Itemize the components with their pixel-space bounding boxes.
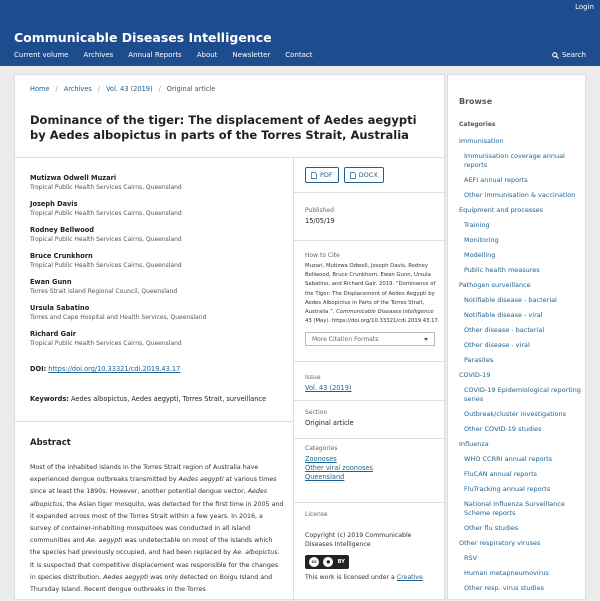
- cc-license-badge[interactable]: [305, 555, 349, 569]
- sidebar-title: Browse: [459, 97, 493, 106]
- author: [30, 251, 285, 270]
- divider: [294, 502, 446, 503]
- category-list: [459, 137, 583, 599]
- sidebar-item[interactable]: FluCAN annual reports: [464, 470, 538, 478]
- docx-label: DOCX: [358, 171, 378, 179]
- sidebar-item[interactable]: National Influenza Surveillance Scheme reports: [464, 500, 565, 517]
- search-label: Search: [561, 51, 586, 59]
- sidebar-item[interactable]: Other immunisation & vaccination: [464, 191, 576, 199]
- breadcrumb-volume[interactable]: Vol. 43 (2019): [106, 85, 153, 93]
- sidebar-item[interactable]: Public health measures: [464, 266, 540, 274]
- cc-by-label: BY: [337, 559, 345, 565]
- nav-newsletter[interactable]: Newsletter: [232, 51, 271, 59]
- sidebar-item[interactable]: Equipment and processes: [459, 206, 544, 214]
- abstract-species-name: Ae. aegypti: [86, 537, 123, 545]
- nav-about[interactable]: About: [196, 51, 218, 59]
- sidebar-item[interactable]: Immunisation: [459, 137, 504, 145]
- site-title[interactable]: Communicable Diseases Intelligence: [14, 30, 272, 45]
- sidebar-item[interactable]: Training: [464, 221, 490, 229]
- citation-text: [305, 262, 440, 326]
- section-label: Section: [305, 409, 328, 416]
- sidebar-item[interactable]: WHO CCRRI annual reports: [464, 455, 553, 463]
- citation-journal: Communicable Diseases Intelligence: [336, 309, 434, 316]
- keywords-line: [30, 395, 266, 403]
- author: [30, 199, 285, 218]
- sidebar: [447, 74, 586, 600]
- sidebar-item[interactable]: Other COVID-19 studies: [464, 425, 542, 433]
- divider: [15, 157, 446, 158]
- abstract-heading: Abstract: [30, 438, 71, 448]
- breadcrumb-current: Original article: [166, 85, 216, 93]
- doi-link[interactable]: https://doi.org/10.33321/cdi.2019.43.17: [48, 365, 181, 373]
- sidebar-item[interactable]: Notifiable disease - viral: [464, 311, 543, 319]
- author-affiliation: Tropical Public Health Services Cairns, Queensland: [30, 236, 182, 243]
- how-to-cite-label: How to Cite: [305, 252, 340, 259]
- keywords-label: Keywords:: [30, 395, 69, 403]
- keywords-value: Aedes albopictus, Aedes aegypti, Torres Strait, surveillance: [71, 395, 267, 403]
- file-icon: [350, 172, 356, 179]
- creative-commons-link[interactable]: Creative: [396, 574, 423, 581]
- abstract-species-name: Aedes albopictus: [30, 488, 268, 508]
- abstract-segment: at various times since at least the 1890s. However, another potential dengue vector,: [30, 476, 277, 496]
- sidebar-item[interactable]: Other respiratory viruses: [459, 539, 541, 547]
- breadcrumb-archives[interactable]: Archives: [63, 85, 92, 93]
- author-name: Ewan Gunn: [30, 278, 72, 286]
- search-button[interactable]: [552, 51, 586, 59]
- article-panel: [14, 74, 445, 600]
- published-label: Published: [305, 207, 334, 214]
- abstract-text: [30, 462, 284, 596]
- breadcrumb: [30, 85, 215, 93]
- author-name: Joseph Davis: [30, 200, 78, 208]
- breadcrumb-separator: /: [158, 85, 161, 93]
- category-link[interactable]: Queensland: [305, 473, 345, 481]
- citation-main: Muzari, Mutizwa Odwell, Joseph Davis, Rodney Bellwood, Bruce Crunkhorn, Ewan Gunn, Ursula Sabatino, and Richard Gair. 2019. “Dominance of the Tiger: The Displacement of Aedes Aegypti by Aedes Albopictus in Parts of the Torres Strait, Australia ”.: [305, 263, 436, 316]
- sidebar-item[interactable]: Other resp. virus studies: [464, 584, 544, 592]
- citation-tail: 43 (May). https://doi.org/10.33321/cdi.2019.43.17.: [305, 318, 440, 325]
- author-name: Mutizwa Odwell Muzari: [30, 174, 117, 182]
- divider: [294, 400, 446, 401]
- author-affiliation: Torres and Cape Hospital and Health Services, Queensland: [30, 314, 207, 321]
- abstract-segment: , the Asian tiger mosquito, was detected for the first time in 2005 and it expanded across most of the Torres Strait within a few years. In 2016, a survey of container-inhabiting mosquitoes was conducted in all island communities and: [30, 500, 284, 545]
- author: [30, 277, 285, 296]
- license-block: [305, 511, 440, 582]
- copyright-text: Copyright (c) 2019 Communicable Diseases Intelligence: [305, 532, 412, 548]
- sidebar-item[interactable]: Immunisation coverage annual reports: [464, 152, 565, 169]
- sidebar-item[interactable]: Influenza: [459, 440, 489, 448]
- author-name: Rodney Bellwood: [30, 226, 94, 234]
- sidebar-item[interactable]: Monitoring: [464, 236, 499, 244]
- author-list: [30, 173, 285, 355]
- divider: [293, 157, 294, 601]
- abstract-species-name: Aedes aegypti: [103, 573, 149, 581]
- author: [30, 225, 285, 244]
- author-affiliation: Torres Strait Island Regional Council, Queensland: [30, 288, 178, 295]
- sidebar-item[interactable]: Human metapneumovirus: [464, 569, 549, 577]
- abstract-segment: was undetectable on most of the islands which the species had previously occupied, and had been replaced by: [30, 537, 273, 557]
- sidebar-item[interactable]: Other disease - bacterial: [464, 326, 545, 334]
- author-affiliation: Tropical Public Health Services Cairns, Queensland: [30, 340, 182, 347]
- category-link[interactable]: Zoonoses: [305, 455, 337, 463]
- categories-label: Categories: [305, 445, 338, 452]
- abstract-segment: Most of the inhabited islands in the Torres Strait region of Australia have experienced dengue outbreaks transmitted by: [30, 464, 259, 484]
- categories-block: [305, 445, 440, 482]
- divider: [294, 361, 446, 362]
- breadcrumb-separator: /: [55, 85, 58, 93]
- citation-formats-dropdown[interactable]: [305, 332, 435, 346]
- published-block: [305, 207, 440, 225]
- sidebar-item[interactable]: Modelling: [464, 251, 496, 259]
- cc-icon: cc: [309, 557, 319, 567]
- breadcrumb-separator: /: [97, 85, 101, 93]
- sidebar-item[interactable]: Other flu studies: [464, 524, 519, 532]
- author-affiliation: Tropical Public Health Services Cairns, Queensland: [30, 210, 182, 217]
- sidebar-item[interactable]: Outbreak/cluster investigations: [464, 410, 567, 418]
- author-name: Ursula Sabatino: [30, 304, 90, 312]
- abstract-species-name: Ae. albopictus: [232, 549, 278, 557]
- nav-contact[interactable]: Contact: [285, 51, 313, 59]
- sidebar-item[interactable]: Other disease - viral: [464, 341, 530, 349]
- abstract-species-name: Aedes aegypti: [178, 476, 224, 484]
- nav-current-volume[interactable]: Current volume: [14, 51, 69, 59]
- license-label: License: [305, 511, 328, 518]
- published-date: 15/05/19: [305, 217, 335, 225]
- license-note-text: This work is licensed under a: [305, 574, 397, 581]
- site-header: [0, 0, 600, 66]
- author-affiliation: Tropical Public Health Services Cairns, Queensland: [30, 262, 182, 269]
- sidebar-item[interactable]: Parasites: [464, 356, 494, 364]
- sidebar-item[interactable]: COVID-19 Epidemiological reporting series: [464, 386, 581, 403]
- divider: [294, 240, 446, 241]
- search-icon: [552, 52, 559, 59]
- sidebar-item[interactable]: COVID-19: [459, 371, 491, 379]
- sidebar-subtitle: Categories: [459, 121, 496, 128]
- login-link[interactable]: Login: [575, 3, 594, 11]
- chevron-down-icon: [424, 338, 428, 341]
- author-name: Bruce Crunkhorn: [30, 252, 93, 260]
- nav-annual-reports[interactable]: Annual Reports: [128, 51, 182, 59]
- category-link[interactable]: Other viral zoonoses: [305, 464, 373, 472]
- author-affiliation: Tropical Public Health Services Cairns, Queensland: [30, 184, 182, 191]
- file-icon: [311, 172, 317, 179]
- breadcrumb-home[interactable]: Home: [30, 85, 50, 93]
- sidebar-item[interactable]: FluTracking annual reports: [464, 485, 551, 493]
- person-icon: ●: [323, 557, 333, 567]
- section-value: Original article: [305, 419, 354, 427]
- author: [30, 329, 285, 348]
- issue-label: Issue: [305, 374, 321, 381]
- author-name: Richard Gair: [30, 330, 77, 338]
- issue-block: [305, 374, 440, 393]
- pdf-label: PDF: [320, 171, 333, 179]
- main-nav: [14, 51, 328, 59]
- nav-archives[interactable]: Archives: [83, 51, 114, 59]
- download-buttons: [305, 167, 440, 183]
- citation-formats-label: More Citation Formats: [312, 336, 379, 344]
- author: [30, 173, 285, 192]
- abstract-segment: . It is suspected that competitive displacement was responsible for the changes in species distribution.: [30, 549, 280, 581]
- page-title: Dominance of the tiger: The displacement of Aedes aegypti by Aedes albopictus in parts of the Torres Strait, Australia: [30, 113, 417, 142]
- sidebar-item[interactable]: Notifiable disease - bacterial: [464, 296, 557, 304]
- section-block: [305, 409, 440, 427]
- how-to-cite-block: [305, 252, 440, 346]
- divider: [294, 192, 446, 193]
- sidebar-item[interactable]: AEFI annual reports: [464, 176, 528, 184]
- abstract-segment: was only detected on Boigu Island and Thursday Island. Recent dengue outbreaks in the Torres: [30, 573, 273, 594]
- doi-line: [30, 365, 180, 373]
- docx-download-button[interactable]: [344, 167, 384, 183]
- pdf-download-button[interactable]: [305, 167, 339, 183]
- divider: [15, 421, 293, 422]
- sidebar-item[interactable]: Pathogen surveillance: [459, 281, 531, 289]
- divider: [294, 438, 446, 439]
- license-note: [305, 573, 440, 582]
- author: [30, 303, 285, 322]
- doi-label: DOI:: [30, 365, 47, 373]
- issue-link[interactable]: Vol. 43 (2019): [305, 384, 352, 392]
- sidebar-item[interactable]: RSV: [464, 554, 478, 562]
